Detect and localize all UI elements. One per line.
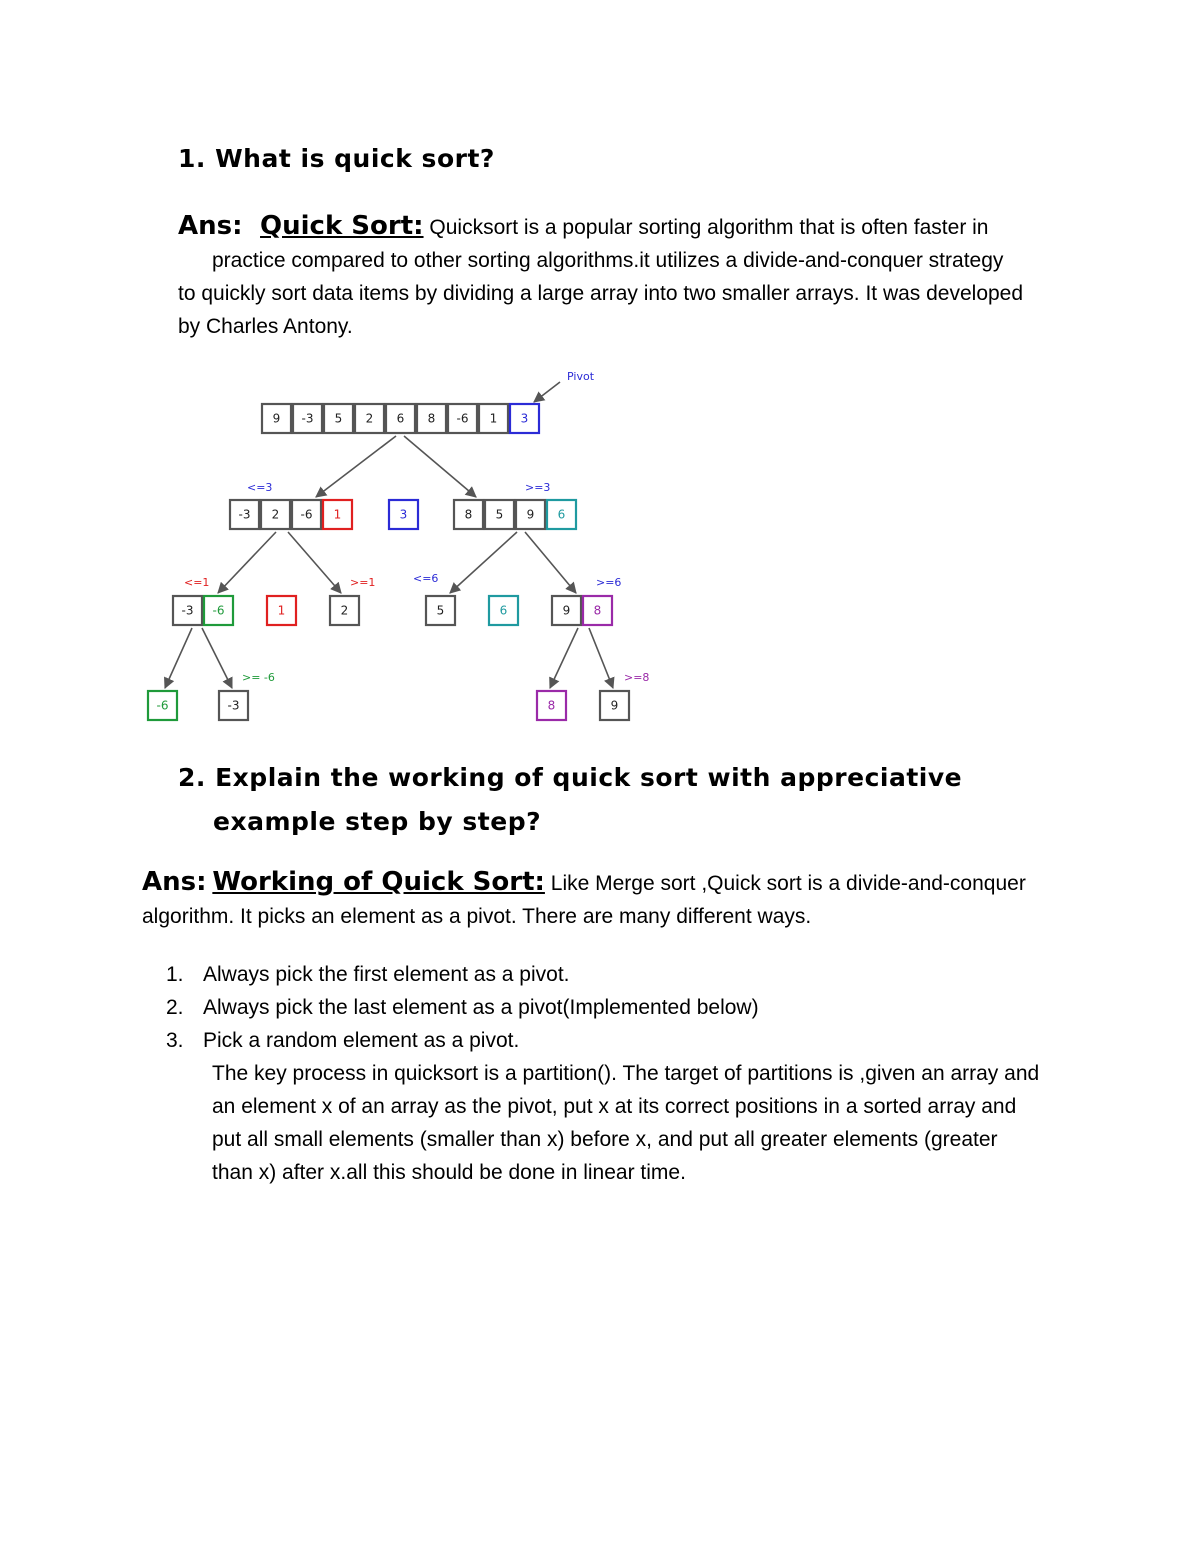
arrow-f-left — [550, 628, 578, 688]
answer-1-line-4: by Charles Antony. — [178, 315, 353, 338]
level1-left-array-cell — [261, 500, 290, 529]
level2-b-cell — [267, 596, 296, 625]
question-1-heading: 1. What is quick sort? — [178, 144, 495, 173]
level2-e-cell — [489, 596, 518, 625]
label-ge6: >=6 — [596, 576, 622, 589]
pivot-label: Pivot — [567, 370, 595, 383]
svg-text:5: 5 — [436, 603, 445, 618]
answer-1-line-1 — [178, 210, 1058, 244]
svg-text:-3: -3 — [227, 698, 240, 713]
quick-sort-diagram — [130, 360, 660, 730]
level1-left-array-cell — [230, 500, 259, 529]
svg-text:1: 1 — [277, 603, 286, 618]
question-2-heading-line-2: example step by step? — [213, 807, 542, 836]
level1-right-array-cell — [485, 500, 514, 529]
level3-b-cell — [219, 691, 248, 720]
root-array-cell — [448, 404, 477, 433]
level1-right-array-cell — [516, 500, 545, 529]
svg-text:9: 9 — [562, 603, 571, 618]
level2-a-array-cell — [204, 596, 233, 625]
level2-d-cell — [426, 596, 455, 625]
svg-text:3: 3 — [399, 507, 408, 522]
svg-text:9: 9 — [610, 698, 619, 713]
svg-text:8: 8 — [593, 603, 602, 618]
arrow-f-right — [589, 628, 613, 688]
arrow-a-left — [165, 628, 192, 688]
svg-text:8: 8 — [427, 411, 436, 426]
root-array-cell — [262, 404, 291, 433]
label-le3: <=3 — [247, 481, 273, 494]
level2-a-array-cell — [173, 596, 202, 625]
svg-text:-3: -3 — [238, 507, 251, 522]
svg-text:1: 1 — [333, 507, 342, 522]
pivot-arrow — [534, 382, 560, 402]
list-item: 3. Pick a random element as a pivot. — [166, 1029, 520, 1052]
svg-text:-6: -6 — [456, 411, 469, 426]
level1-left-array-cell — [292, 500, 321, 529]
svg-text:8: 8 — [464, 507, 473, 522]
svg-text:2: 2 — [271, 507, 280, 522]
ans-title-quick-sort: Quick Sort: — [260, 211, 424, 241]
partition-line-2: an element x of an array as the pivot, put x at its correct positions in a sorted array and — [212, 1095, 1017, 1118]
root-array-cell — [324, 404, 353, 433]
arrow-right-d — [450, 532, 517, 593]
svg-text:9: 9 — [272, 411, 281, 426]
level1-pivot-cell — [389, 500, 418, 529]
svg-text:9: 9 — [526, 507, 535, 522]
root-array-cell — [355, 404, 384, 433]
svg-text:2: 2 — [365, 411, 374, 426]
svg-text:8: 8 — [547, 698, 556, 713]
level1-left-array-cell — [323, 500, 352, 529]
level3-d-cell — [600, 691, 629, 720]
partition-line-4: than x) after x.all this should be done in linear time. — [212, 1161, 686, 1184]
ans-label-2: Ans: — [142, 867, 207, 897]
level2-f-array-cell — [583, 596, 612, 625]
svg-text:-3: -3 — [181, 603, 194, 618]
label-le6: <=6 — [413, 572, 439, 585]
question-2-heading-line-1: 2. Explain the working of quick sort with appreciative — [178, 763, 963, 792]
level1-right-array-cell — [547, 500, 576, 529]
level3-c-cell — [537, 691, 566, 720]
answer-1 — [178, 210, 1058, 343]
root-array-cell — [510, 404, 539, 433]
answer-1-text-1: Quicksort is a popular sorting algorithm that is often faster in — [429, 216, 989, 239]
svg-text:5: 5 — [495, 507, 504, 522]
label-ge3: >=3 — [525, 481, 551, 494]
answer-1-line-3: to quickly sort data items by dividing a large array into two smaller arrays. It was developed — [178, 282, 1024, 305]
arrow-left-c — [288, 532, 341, 593]
answer-2-intro-2: algorithm. It picks an element as a pivot. There are many different ways. — [142, 905, 812, 928]
label-le1: <=1 — [184, 576, 210, 589]
svg-text:6: 6 — [396, 411, 405, 426]
ans-label: Ans: — [178, 211, 243, 241]
list-item: 2. Always pick the last element as a pivot(Implemented below) — [166, 996, 759, 1019]
level2-c-cell — [330, 596, 359, 625]
arrow-root-right — [404, 436, 476, 497]
svg-text:-3: -3 — [301, 411, 314, 426]
svg-text:-6: -6 — [156, 698, 169, 713]
pivot-ways-list — [166, 958, 1066, 1057]
partition-line-3: put all small elements (smaller than x) before x, and put all greater elements (greater — [212, 1128, 998, 1151]
answer-2 — [142, 866, 1072, 933]
svg-text:6: 6 — [557, 507, 566, 522]
svg-text:2: 2 — [340, 603, 349, 618]
label-ge1: >=1 — [350, 576, 376, 589]
arrow-a-right — [202, 628, 232, 688]
label-ge8: >=8 — [624, 671, 650, 684]
level3-a-cell — [148, 691, 177, 720]
arrow-left-a — [218, 532, 276, 593]
root-array-cell — [293, 404, 322, 433]
partition-line-1: The key process in quicksort is a partition(). The target of partitions is ,given an array and — [212, 1062, 1040, 1085]
answer-2-line-1 — [142, 866, 1072, 900]
svg-text:1: 1 — [489, 411, 498, 426]
svg-text:-6: -6 — [212, 603, 225, 618]
answer-1-line-2: practice compared to other sorting algorithms.it utilizes a divide-and-conquer strategy — [212, 249, 1004, 272]
svg-text:6: 6 — [499, 603, 508, 618]
list-item: 1. Always pick the first element as a pivot. — [166, 963, 570, 986]
partition-explanation — [212, 1057, 1072, 1189]
label-ge-minus6: >= -6 — [242, 671, 275, 684]
root-array-cell — [417, 404, 446, 433]
svg-text:-6: -6 — [300, 507, 313, 522]
svg-text:5: 5 — [334, 411, 343, 426]
svg-text:3: 3 — [520, 411, 529, 426]
root-array-cell — [479, 404, 508, 433]
arrow-right-f — [525, 532, 576, 593]
arrow-root-left — [316, 436, 396, 497]
answer-2-intro-1: Like Merge sort ,Quick sort is a divide-and-conquer — [550, 872, 1026, 895]
root-array-cell — [386, 404, 415, 433]
level2-f-array-cell — [552, 596, 581, 625]
level1-right-array-cell — [454, 500, 483, 529]
question-2-heading — [178, 756, 962, 844]
ans-title-working: Working of Quick Sort: — [212, 867, 545, 897]
